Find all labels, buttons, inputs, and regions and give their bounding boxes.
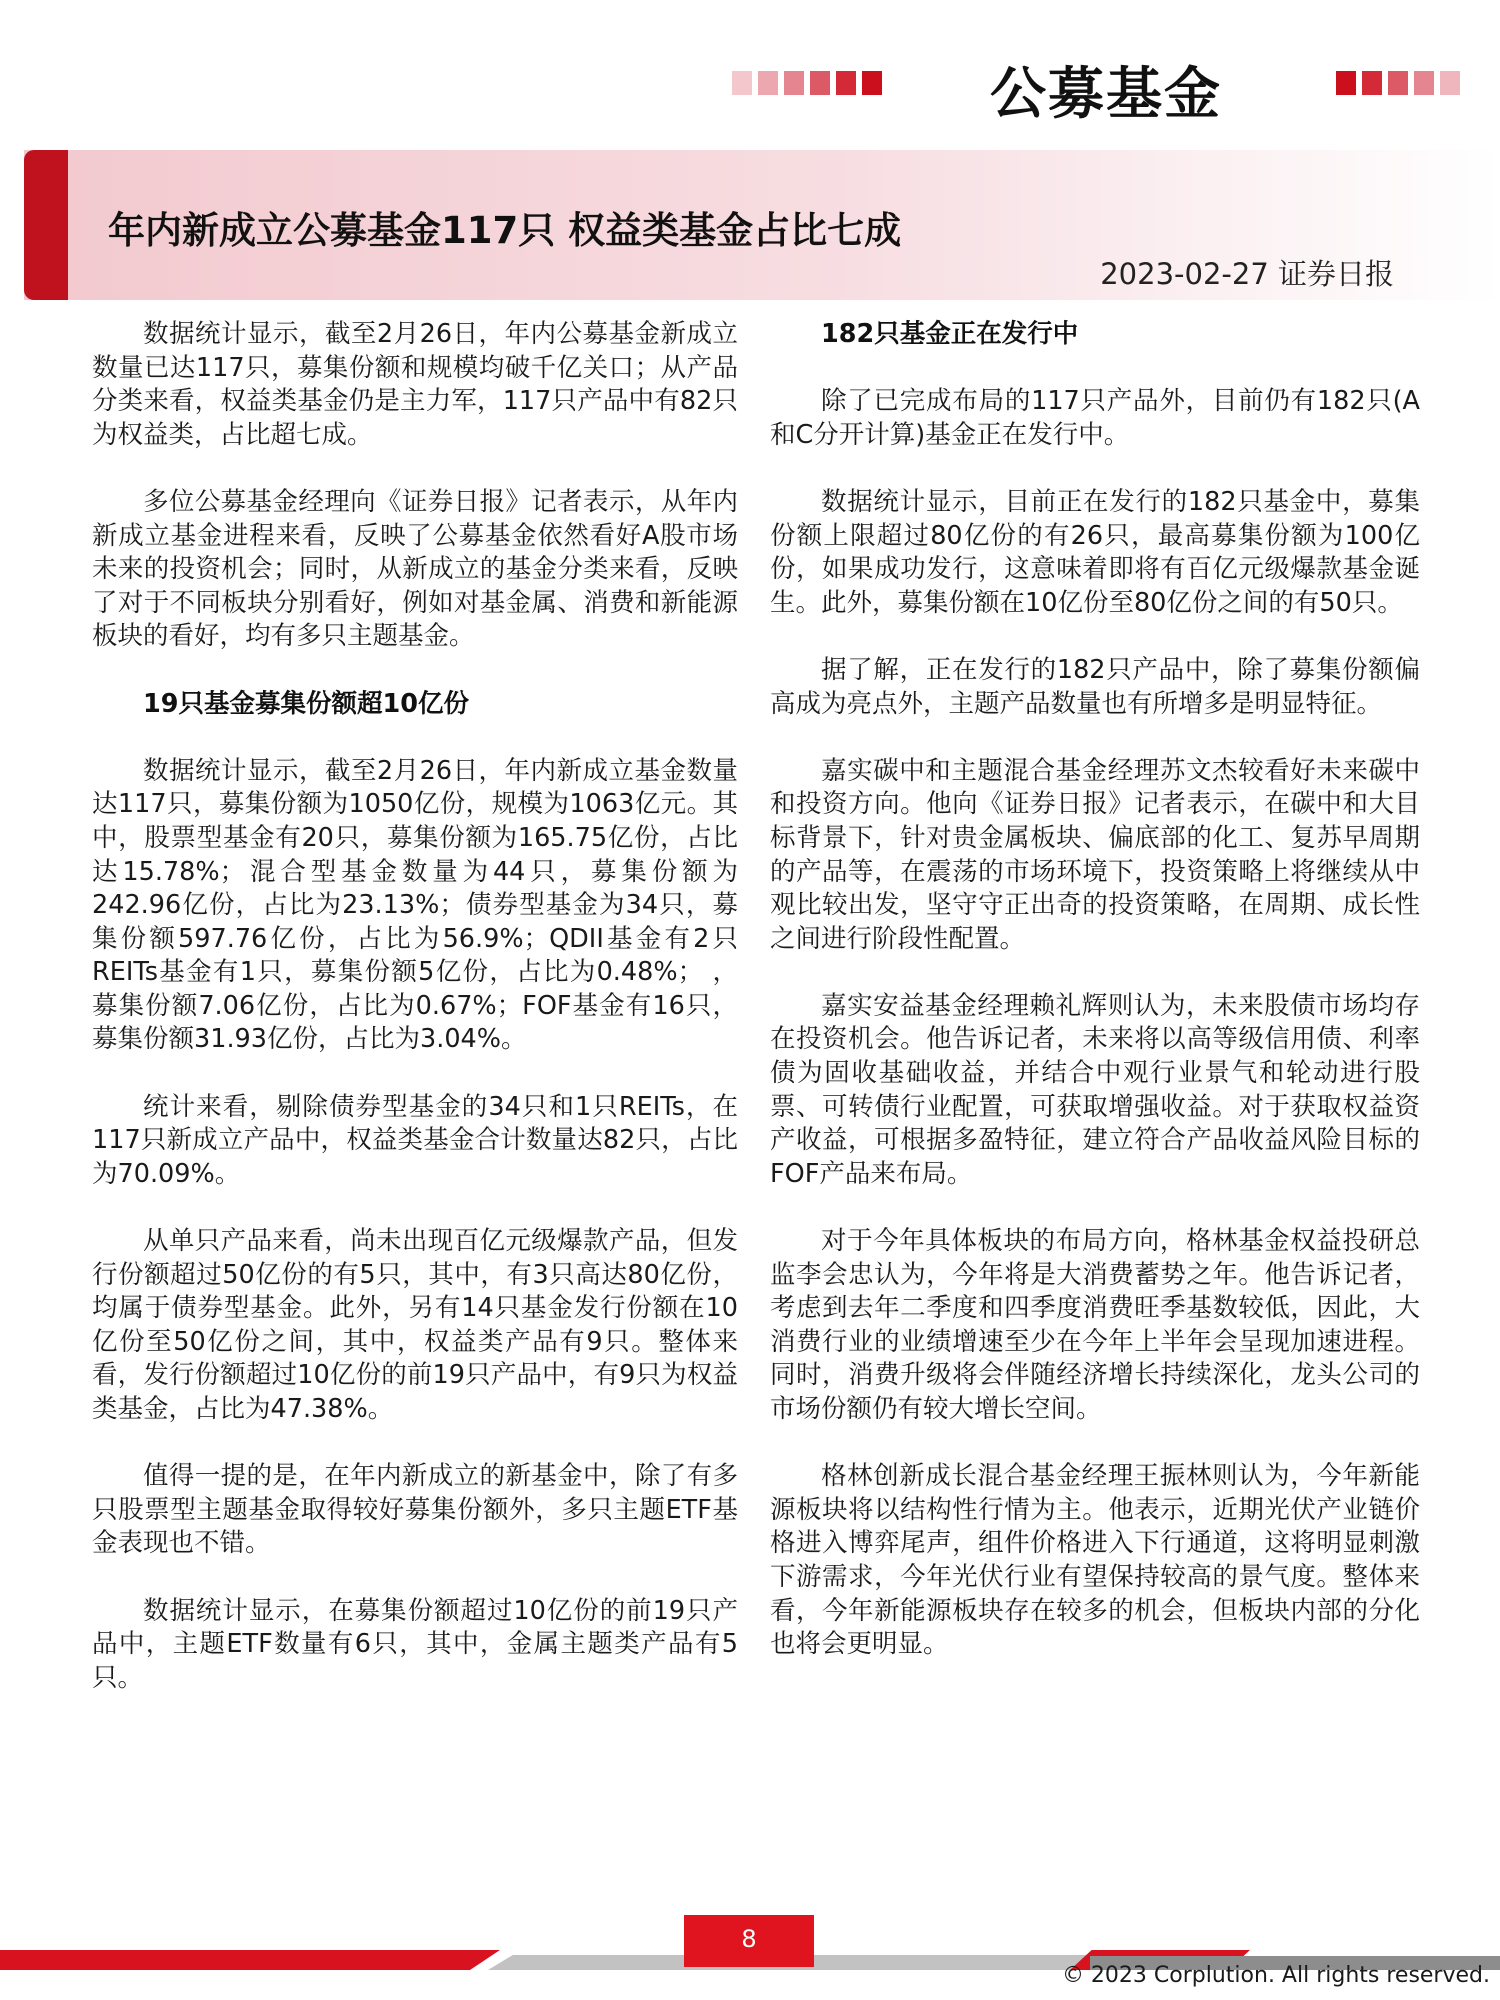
section-title: 公募基金 xyxy=(990,62,1222,127)
article-dateline: 2023-02-27 证券日报 xyxy=(1100,257,1394,291)
header-square xyxy=(862,71,882,95)
paragraph: 嘉实安益基金经理赖礼辉则认为，未来股债市场均存在投资机会。他告诉记者，未来将以高等级信用债、利率债为固收基础收益，并结合中观行业景气和轮动进行股票、可转债行业配置，可获取增强收益。对于获取权益资产收益，可根据多盈特征，建立符合产品收益风险目标的FOF产品来布局。 xyxy=(770,990,1420,1189)
paragraph: 嘉实碳中和主题混合基金经理苏文杰较看好未来碳中和投资方向。他向《证券日报》记者表示，在碳中和大目标背景下，针对贵金属板块、偏底部的化工、复苏早周期的产品等，在震荡的市场环境下，投资策略上将继续从中观比较出发，坚守守正出奇的投资策略，在周期、成长性之间进行阶段性配置。 xyxy=(770,755,1420,954)
paragraph: 统计来看，剔除债券型基金的34只和1只REITs，在117只新成立产品中，权益类基金合计数量达82只，占比为70.09%。 xyxy=(92,1091,738,1189)
banner-accent-bar xyxy=(24,150,68,300)
right-column xyxy=(770,318,1420,1695)
footer-red-bar xyxy=(0,1950,500,1970)
left-column xyxy=(92,318,738,1729)
header-square xyxy=(836,71,856,95)
paragraph: 数据统计显示，截至2月26日，年内公募基金新成立数量已达117只，募集份额和规模均破千亿关口；从产品分类来看，权益类基金仍是主力军，117只产品中有82只为权益类，占比超七成。 xyxy=(92,319,738,450)
paragraph: 除了已完成布局的117只产品外，目前仍有182只(A和C分开计算)基金正在发行中。 xyxy=(770,386,1420,450)
header-square xyxy=(1336,71,1356,95)
header-square xyxy=(1440,71,1460,95)
paragraph: 格林创新成长混合基金经理王振林则认为，今年新能源板块将以结构性行情为主。他表示，近期光伏产业链价格进入博弈尾声，组件价格进入下行通道，这将明显刺激下游需求，今年光伏行业有望保持较高的景气度。整体来看，今年新能源板块存在较多的机会，但板块内部的分化也将会更明显。 xyxy=(770,1461,1420,1660)
header-square xyxy=(758,71,778,95)
header-square xyxy=(1414,71,1434,95)
header-square xyxy=(1388,71,1408,95)
paragraph: 据了解，正在发行的182只产品中，除了募集份额偏高成为亮点外，主题产品数量也有所增多是明显特征。 xyxy=(770,654,1420,719)
page-number: 8 xyxy=(741,1925,757,1953)
paragraph: 数据统计显示，目前正在发行的182只基金中，募集份额上限超过80亿份的有26只，最高募集份额为100亿份，如果成功发行，这意味着即将有百亿元级爆款基金诞生。此外，募集份额在10亿份至80亿份之间的有50只。 xyxy=(770,486,1420,618)
paragraph: 值得一提的是，在年内新成立的新基金中，除了有多只股票型主题基金取得较好募集份额外，多只主题ETF基金表现也不错。 xyxy=(92,1461,738,1559)
paragraph: 多位公募基金经理向《证券日报》记者表示，从年内新成立基金进程来看，反映了公募基金依然看好A股市场未来的投资机会；同时，从新成立的基金分类来看，反映了对于不同板块分别看好，例如对基金属、消费和新能源板块的看好，均有多只主题基金。 xyxy=(92,486,738,652)
header-square xyxy=(810,71,830,95)
paragraph: 对于今年具体板块的布局方向，格林基金权益投研总监李会忠认为，今年将是大消费蓄势之年。他告诉记者，考虑到去年二季度和四季度消费旺季基数较低，因此，大消费行业的业绩增速至少在今年上半年会呈现加速进程。同时，消费升级将会伴随经济增长持续深化，龙头公司的市场份额仍有较大增长空间。 xyxy=(770,1226,1420,1424)
article-headline: 年内新成立公募基金117只 权益类基金占比七成 xyxy=(108,209,902,252)
header-square xyxy=(1362,71,1382,95)
paragraph: 从单只产品来看，尚未出现百亿元级爆款产品，但发行份额超过50亿份的有5只，其中，有3只高达80亿份，均属于债券型基金。此外，另有14只基金发行份额在10亿份至50亿份之间，其中，权益类产品有9只。整体来看，发行份额超过10亿份的前19只产品中，有9只为权益类基金，占比为47.38%。 xyxy=(92,1226,738,1424)
subheading: 182只基金正在发行中 xyxy=(821,319,1079,349)
paragraph: 数据统计显示，截至2月26日，年内新成立基金数量达117只，募集份额为1050亿份，规模为1063亿元。其中，股票型基金有20只，募集份额为165.75亿份，占比达15.78%；混合型基金数量为44只，募集份额为242.96亿份，占比为23.13%；债券型基金为34只，募集份额597.76亿份，占比为56.9%；QDII基金有2只REITs基金有1只，募集份额5亿份，占比为0.48%； ，募集份额7.06亿份，占比为0.67%；FOF基金有16只，募集份额31.93亿份，占比为3.04%。 xyxy=(92,755,738,1055)
paragraph: 数据统计显示，在募集份额超过10亿份的前19只产品中，主题ETF数量有6只，其中，金属主题类产品有5只。 xyxy=(92,1595,738,1693)
header-square xyxy=(732,71,752,95)
copyright-notice: © 2023 Corplution. All rights reserved. xyxy=(1061,1963,1490,1988)
header-square xyxy=(784,71,804,95)
subheading: 19只基金募集份额超10亿份 xyxy=(143,688,469,719)
